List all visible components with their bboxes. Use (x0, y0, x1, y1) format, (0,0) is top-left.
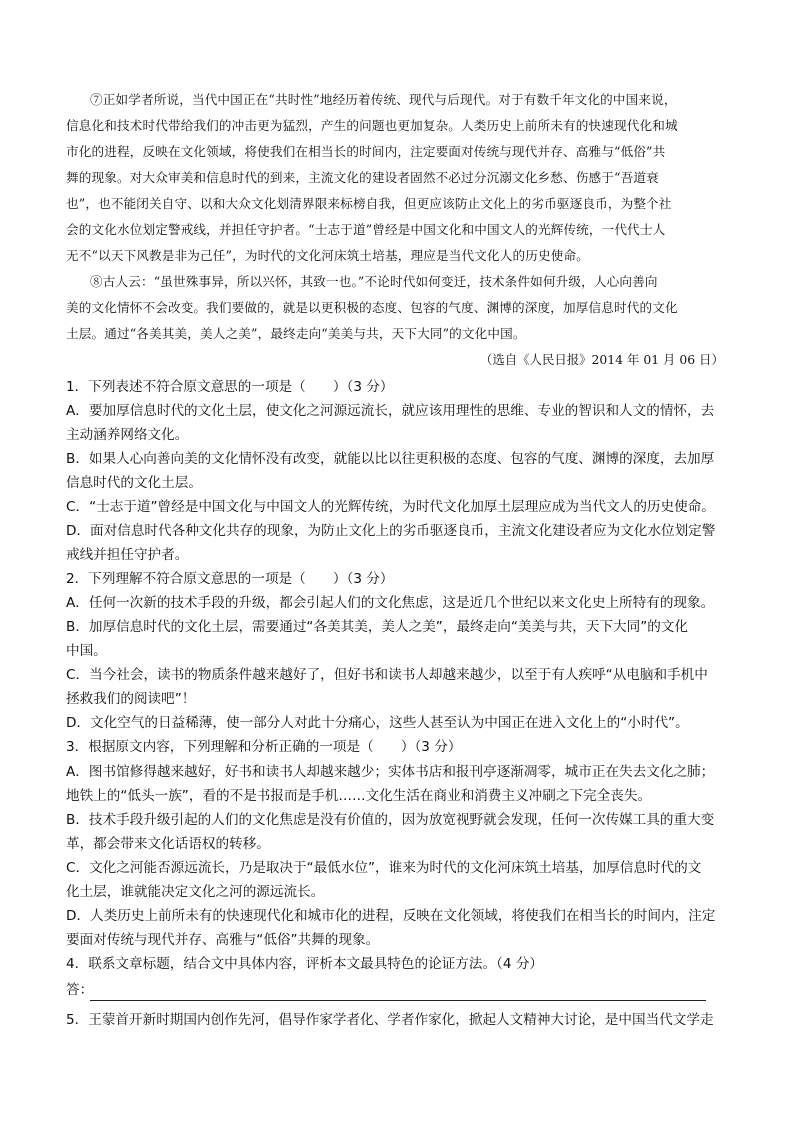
q3-option-a-line1: A．图书馆修得越来越好，好书和读书人却越来越少；实体书店和报刊亭逐渐凋零，城市正在失去文化之肺； (66, 764, 715, 780)
article-para7-line7: 无不“以天下风教是非为己任”，为时代的文化河床筑土培基，理应是当代文化人的历史使命。 (66, 248, 589, 263)
article-para7-line5: 也”，也不能闭关自守、以和大众文化划清界限来标榜自我，但更应该防止文化上的劣币驱逐良币，为整个社 (66, 196, 672, 211)
q2-stem: 2．下列理解不符合原文意思的一项是（ ）（3 分） (66, 571, 394, 587)
q2-option-b-line1: B．加厚信息时代的文化土层，需要通过“各美其美，美人之美”，最终走向“美美与共，天下大同”的文化 (66, 619, 689, 635)
q2-option-c-line1: C．当今社会，读书的物质条件越来越好了，但好书和读书人却越来越少，以至于有人疾呼“从电脑和手机中 (66, 667, 708, 683)
article-para7-line4: 舞的现象。对大众审美和信息时代的到来，主流文化的建设者固然不必过分沉溺文化乡愁、伤感于“吾道衰 (66, 170, 659, 185)
q2-option-b-line2: 中国。 (66, 643, 107, 659)
q3-option-c-line1: C．文化之河能否源远流长，乃是取决于“最低水位”，谁来为时代的文化河床筑土培基，加厚信息时代的文 (66, 860, 702, 876)
q1-option-a-line2: 主动涵养网络文化。 (66, 427, 189, 443)
article-para7-line6: 会的文化水位划定警戒线，并担任守护者。“士志于道”曾经是中国文化和中国文人的光辉传统，一代代士人 (66, 222, 666, 237)
q3-option-b-line1: B．技术手段升级引起的人们的文化焦虑是没有价值的，因为放宽视野就会发现，任何一次传媒工具的重大变 (66, 812, 715, 828)
q4-answer-line[interactable] (90, 1000, 706, 1001)
q1-option-a-line1: A．要加厚信息时代的文化土层，使文化之河源远流长，就应该用理性的思维、专业的智识和人文的情怀，去 (66, 403, 715, 419)
q2-option-a: A．任何一次新的技术手段的升级，都会引起人们的文化焦虑，这是近几个世纪以来文化史上所特有的现象。 (66, 595, 715, 611)
article-para8-line2: 美的文化情怀不会改变。我们要做的，就是以更积极的态度、包容的气度、渊博的深度，加厚信息时代的文化 (66, 300, 678, 315)
q1-option-d-line2: 戒线并担任守护者。 (66, 547, 189, 563)
article-para7-line2: 信息化和技术时代带给我们的冲击更为猛烈，产生的问题也更加复杂。人类历史上前所未有的快速现代化和城 (66, 118, 678, 133)
q1-option-c: C．“士志于道”曾经是中国文化与中国文人的光辉传统，为时代文化加厚土层理应成为当代文人的历史使命。 (66, 499, 715, 515)
q1-option-b-line2: 信息时代的文化土层。 (66, 475, 202, 491)
q3-option-b-line2: 革，都会带来文化话语权的转移。 (66, 836, 270, 852)
q4-stem: 4．联系文章标题，结合文中具体内容，评析本文最具特色的论证方法。（4 分） (66, 956, 544, 972)
q5-stem: 5．王蒙首开新时期国内创作先河，倡导作家学者化、学者作家化，掀起人文精神大讨论，是中国当代文学走 (66, 1012, 714, 1028)
article-source: （选自《人民日报》2014 年 01 月 06 日） (480, 352, 724, 367)
article-para7-line1: ⑦正如学者所说，当代中国正在“共时性”地经历着传统、现代与后现代。对于有数千年文化的中国来说， (90, 92, 677, 107)
article-para8-line1: ⑧古人云：“虽世殊事异，所以兴怀，其致一也。”不论时代如何变迁，技术条件如何升级，人心向善向 (90, 274, 658, 289)
article-para8-line3: 土层。通过“各美其美，美人之美”，最终走向“美美与共，天下大同”的文化中国。 (66, 326, 526, 341)
q3-option-c-line2: 化土层，谁就能决定文化之河的源远流长。 (66, 884, 325, 900)
q2-option-c-line2: 拯救我们的阅读吧”！ (66, 691, 196, 707)
article-para7-line3: 市化的进程，反映在文化领域，将使我们在相当长的时间内，注定要面对传统与现代并存、高雅与“低俗”共 (66, 144, 666, 159)
q4-answer-label: 答： (66, 982, 94, 998)
q1-option-d-line1: D．面对信息时代各种文化共存的现象，为防止文化上的劣币驱逐良币，主流文化建设者应为文化水位划定警 (66, 523, 716, 539)
q3-option-d-line1: D．人类历史上前所未有的快速现代化和城市化的进程，反映在文化领域，将使我们在相当长的时间内，注定 (66, 908, 716, 924)
q3-option-a-line2: 地铁上的“低头一族”，看的不是书报而是手机……文化生活在商业和消费主义冲刷之下完全丧失。 (66, 788, 652, 804)
q2-option-d: D．文化空气的日益稀薄，使一部分人对此十分痛心，这些人甚至认为中国正在进入文化上的“小时代”。 (66, 715, 689, 731)
q3-stem: 3．根据原文内容，下列理解和分析正确的一项是（ ）（3 分） (66, 739, 462, 755)
q1-stem: 1．下列表述不符合原文意思的一项是（ ）（3 分） (66, 379, 394, 395)
q1-option-b-line1: B．如果人心向善向美的文化情怀没有改变，就能以比以往更积极的态度、包容的气度、渊博的深度，去加厚 (66, 451, 715, 467)
q3-option-d-line2: 要面对传统与现代并存、高雅与“低俗”共舞的现象。 (66, 932, 380, 948)
